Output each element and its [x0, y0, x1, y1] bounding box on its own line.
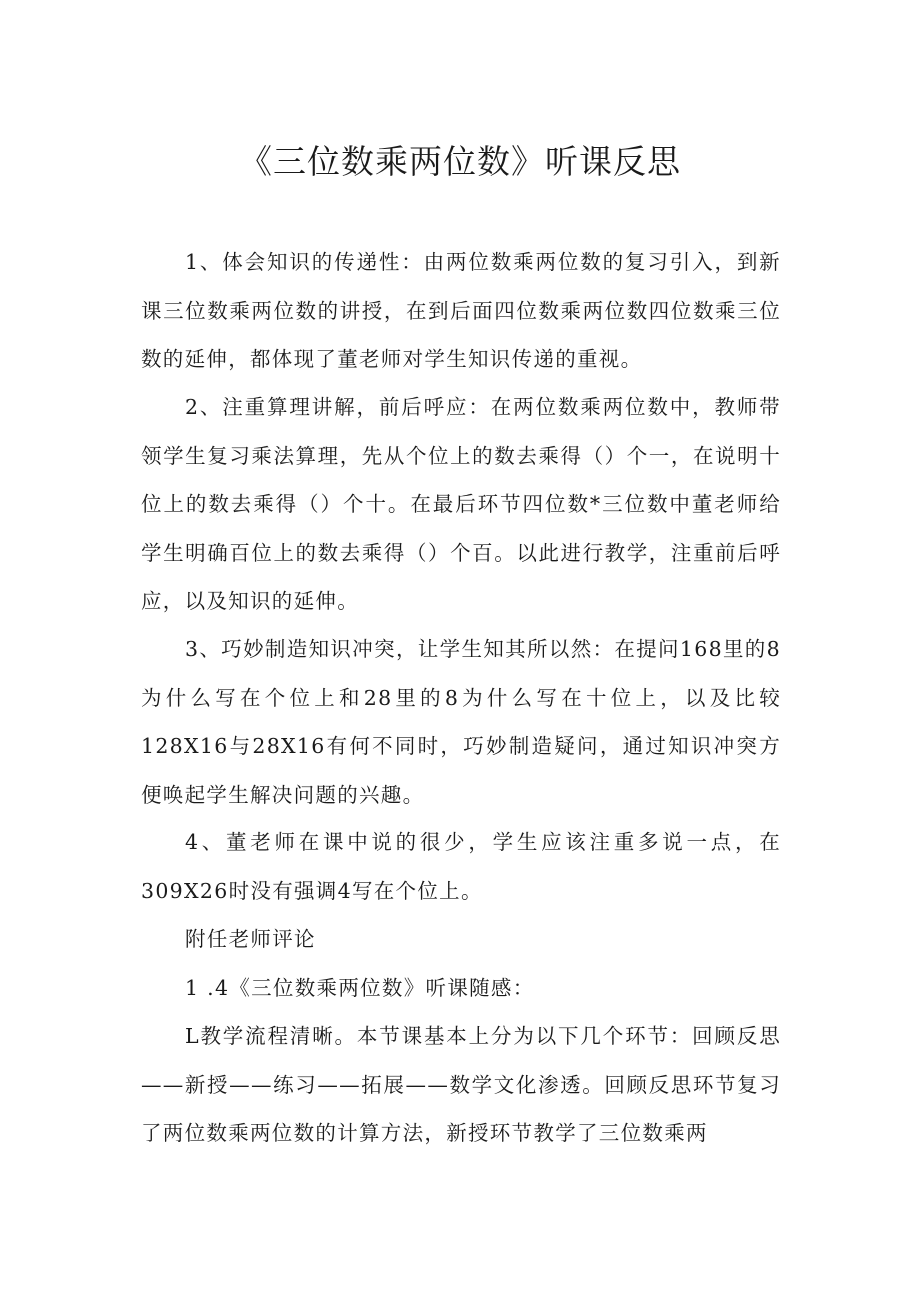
- paragraph-knowledge-conflict: 3、巧妙制造知识冲突，让学生知其所以然：在提问168里的8为什么写在个位上和28里的8为什么写在十位上，以及比较128X16与28X16有何不同时，巧妙制造疑问，通过知识冲突方便唤起学生解决问题的兴趣。: [141, 637, 781, 807]
- document-title: 《三位数乘两位数》听课反思: [239, 142, 681, 181]
- paragraph-teacher-speaking: 4、董老师在课中说的很少，学生应该注重多说一点，在309X26时没有强调4写在个位上。: [141, 830, 781, 903]
- paragraph-attached-comment-heading: 附任老师评论: [185, 927, 316, 951]
- paragraph-knowledge-transfer: 1、体会知识的传递性：由两位数乘两位数的复习引入，到新课三位数乘两位数的讲授，在到后面四位数乘两位数四位数乘三位数的延伸，都体现了董老师对学生知识传递的重视。: [141, 250, 781, 372]
- paragraph-observation-heading: 1 .4《三位数乘两位数》听课随感：: [185, 976, 535, 1000]
- paragraph-teaching-flow: L教学流程清晰。本节课基本上分为以下几个环节：回顾反思——新授——练习——拓展——数学文化渗透。回顾反思环节复习了两位数乘两位数的计算方法，新授环节教学了三位数乘两: [141, 1024, 781, 1146]
- paragraph-arithmetic-reasoning: 2、注重算理讲解，前后呼应：在两位数乘两位数中，教师带领学生复习乘法算理，先从个位上的数去乘得（）个一，在说明十位上的数去乘得（）个十。在最后环节四位数*三位数中董老师给学生明确百位上的数去乘得（）个百。以此进行教学，注重前后呼应，以及知识的延伸。: [141, 395, 781, 614]
